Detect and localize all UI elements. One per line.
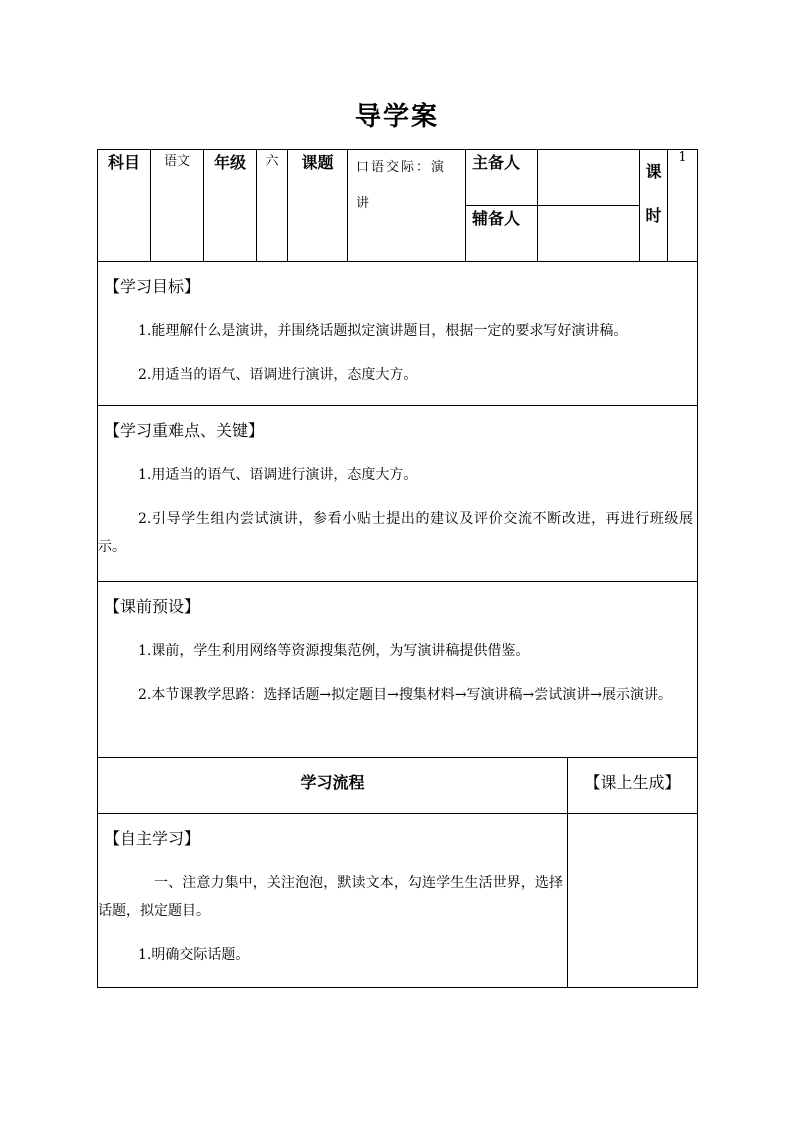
objective-item: 2.用适当的语气、语调进行演讲，态度大方。 xyxy=(138,367,418,383)
main-preparer-label: 主备人 xyxy=(466,150,538,206)
objectives-cell xyxy=(98,262,698,406)
topic-value: 口语交际：演讲 xyxy=(348,150,466,262)
page-title: 导学案 xyxy=(354,102,439,132)
key-points-cell xyxy=(98,406,698,582)
preparation-cell xyxy=(98,582,698,758)
objective-item: 1.能理解什么是演讲，并围绕话题拟定演讲题目，根据一定的要求写好演讲稿。 xyxy=(138,323,628,339)
topic-label: 课题 xyxy=(288,150,348,262)
subject-label: 科目 xyxy=(98,150,151,262)
flow-left-cell xyxy=(98,814,568,988)
header-row-1 xyxy=(98,150,698,206)
flow-content-row xyxy=(98,814,698,988)
period-label-char-1: 课 xyxy=(645,162,662,181)
preparation-item: 2.本节课教学思路：选择话题→拟定题目→搜集材料→写演讲稿→尝试演讲→展示演讲。 xyxy=(138,687,673,703)
key-point-item: 1.用适当的语气、语调进行演讲，态度大方。 xyxy=(138,467,418,483)
objectives-row xyxy=(98,262,698,406)
flow-item: 一、注意力集中，关注泡泡，默读文本，勾连学生生活世界，选择话题，拟定题目。 xyxy=(98,875,563,919)
assist-preparer-label: 辅备人 xyxy=(466,206,538,262)
flow-right-cell xyxy=(568,814,698,988)
grade-label: 年级 xyxy=(204,150,257,262)
preparation-title: 【课前预设】 xyxy=(104,597,201,616)
key-points-title: 【学习重难点、关键】 xyxy=(104,421,265,440)
lesson-plan-table xyxy=(97,149,698,988)
key-point-item: 2.引导学生组内尝试演讲，参看小贴士提出的建议及评价交流不断改进，再进行班级展示。 xyxy=(98,511,693,555)
period-label xyxy=(640,150,668,262)
subject-value: 语文 xyxy=(151,150,204,262)
period-label-char-2: 时 xyxy=(645,206,662,225)
key-points-row xyxy=(98,406,698,582)
grade-value: 六 xyxy=(257,150,288,262)
flow-left-header: 学习流程 xyxy=(98,758,568,814)
main-preparer-value xyxy=(538,150,640,206)
objectives-title: 【学习目标】 xyxy=(104,277,201,296)
self-study-title: 【自主学习】 xyxy=(104,829,201,848)
preparation-item: 1.课前，学生利用网络等资源搜集范例，为写演讲稿提供借鉴。 xyxy=(138,643,530,659)
preparation-row xyxy=(98,582,698,758)
flow-item: 1.明确交际话题。 xyxy=(138,947,250,963)
flow-header-row xyxy=(98,758,698,814)
period-value: 1 xyxy=(668,150,698,262)
assist-preparer-value xyxy=(538,206,640,262)
flow-right-header: 【课上生成】 xyxy=(568,758,698,814)
